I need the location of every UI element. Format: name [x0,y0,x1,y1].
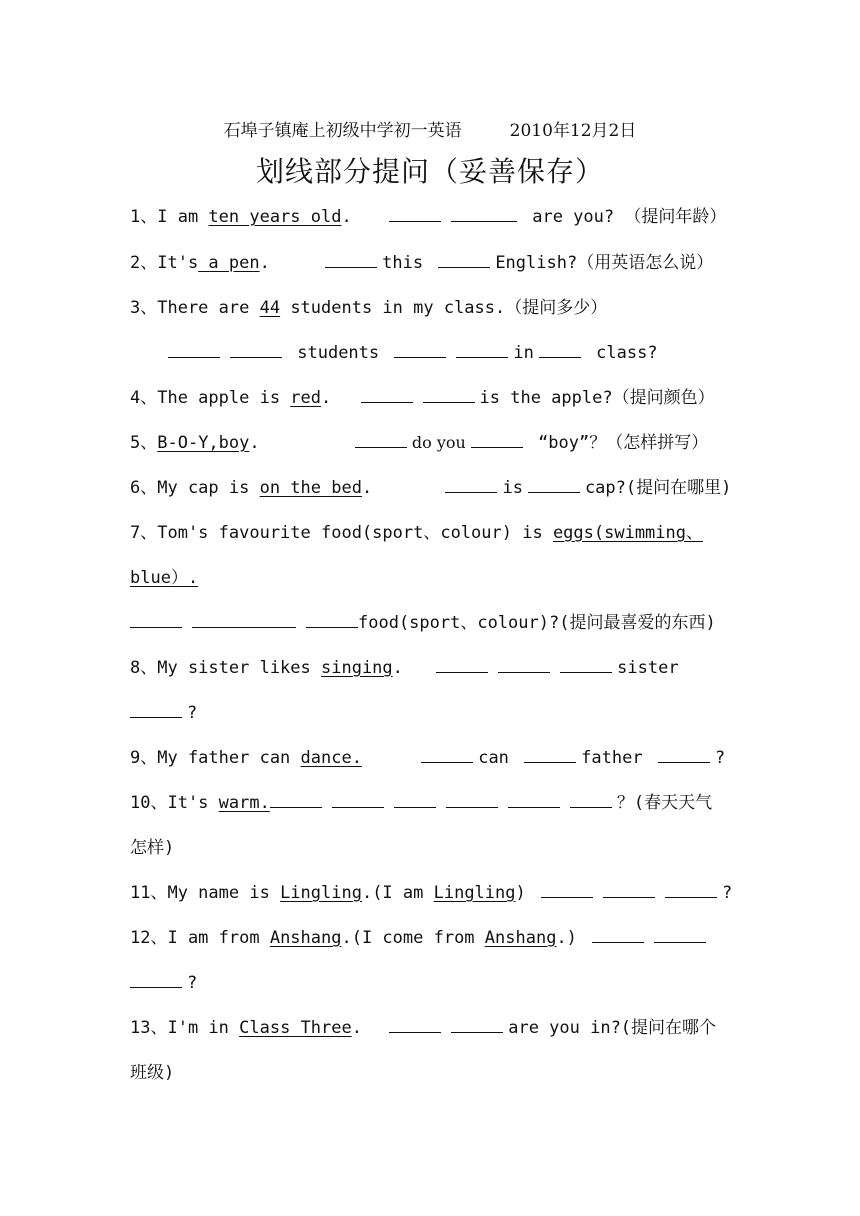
blank[interactable] [665,883,717,898]
blank[interactable] [446,793,498,808]
blank[interactable] [421,748,473,763]
blank[interactable] [658,748,710,763]
page-title: 划线部分提问（妥善保存） [255,155,604,188]
question-5: 5、B-O-Y,boy. do you “boy”？（怎样拼写） [130,433,709,453]
question-1: 1、I am ten years old. are you? （提问年龄） [130,207,727,227]
blank[interactable] [508,793,560,808]
blank[interactable] [451,207,517,222]
blank[interactable] [438,253,490,268]
blank[interactable] [361,388,413,403]
blank[interactable] [168,343,220,358]
blank[interactable] [332,793,384,808]
blank[interactable] [389,207,441,222]
question-3-answer: students in class? [163,341,658,365]
question-13-cont: 班级) [130,1063,175,1083]
blank[interactable] [436,658,488,673]
question-3: 3、There are 44 students in my class.（提问多少） [130,298,608,318]
blank[interactable] [325,253,377,268]
blank[interactable] [230,343,282,358]
question-12-cont: ? [130,971,197,995]
question-13: 13、I'm in Class Three. are you in?(提问在哪个 [130,1018,717,1038]
blank[interactable] [355,433,407,448]
blank[interactable] [130,973,182,988]
blank[interactable] [570,793,612,808]
blank[interactable] [603,883,655,898]
worksheet-header [0,116,860,141]
blank[interactable] [471,433,523,448]
worksheet-date: 2010年12月2日 [509,121,637,141]
question-10-cont: 怎样) [130,838,175,858]
blank[interactable] [524,748,576,763]
blank[interactable] [654,928,706,943]
blank[interactable] [394,793,436,808]
blank[interactable] [445,478,497,493]
question-9: 9、My father can dance. can father ? [130,748,726,768]
question-4: 4、The apple is red. is the apple?（提问颜色） [130,388,715,408]
blank[interactable] [539,343,581,358]
question-7-cont: blue）. [130,568,199,588]
question-10: 10、It's warm. ？(春天天气 [130,793,713,813]
blank[interactable] [130,703,182,718]
question-12: 12、I am from Anshang.(I come from Anshang.) [130,926,711,950]
blank[interactable] [192,613,296,628]
blank[interactable] [456,343,508,358]
question-6: 6、My cap is on the bed. is cap?(提问在哪里) [130,478,732,498]
blank[interactable] [592,928,644,943]
blank[interactable] [528,478,580,493]
blank[interactable] [270,793,322,808]
blank[interactable] [130,613,182,628]
blank[interactable] [389,1018,441,1033]
blank[interactable] [394,343,446,358]
school-name: 石埠子镇庵上初级中学初一英语 [223,121,462,141]
question-8-cont: ? [130,701,197,725]
blank[interactable] [306,613,358,628]
question-11: 11、My name is Lingling.(I am Lingling) ? [130,883,733,903]
question-7: 7、Tom's favourite food(sport、colour) is eggs(swimming、 [130,523,703,543]
question-2: 2、It's a pen. this English?（用英语怎么说） [130,253,714,273]
blank[interactable] [541,883,593,898]
blank[interactable] [451,1018,503,1033]
blank[interactable] [560,658,612,673]
question-8: 8、My sister likes singing. sister [130,658,679,678]
question-7-answer: food(sport、colour)?(提问最喜爱的东西) [130,611,716,635]
blank[interactable] [498,658,550,673]
blank[interactable] [423,388,475,403]
